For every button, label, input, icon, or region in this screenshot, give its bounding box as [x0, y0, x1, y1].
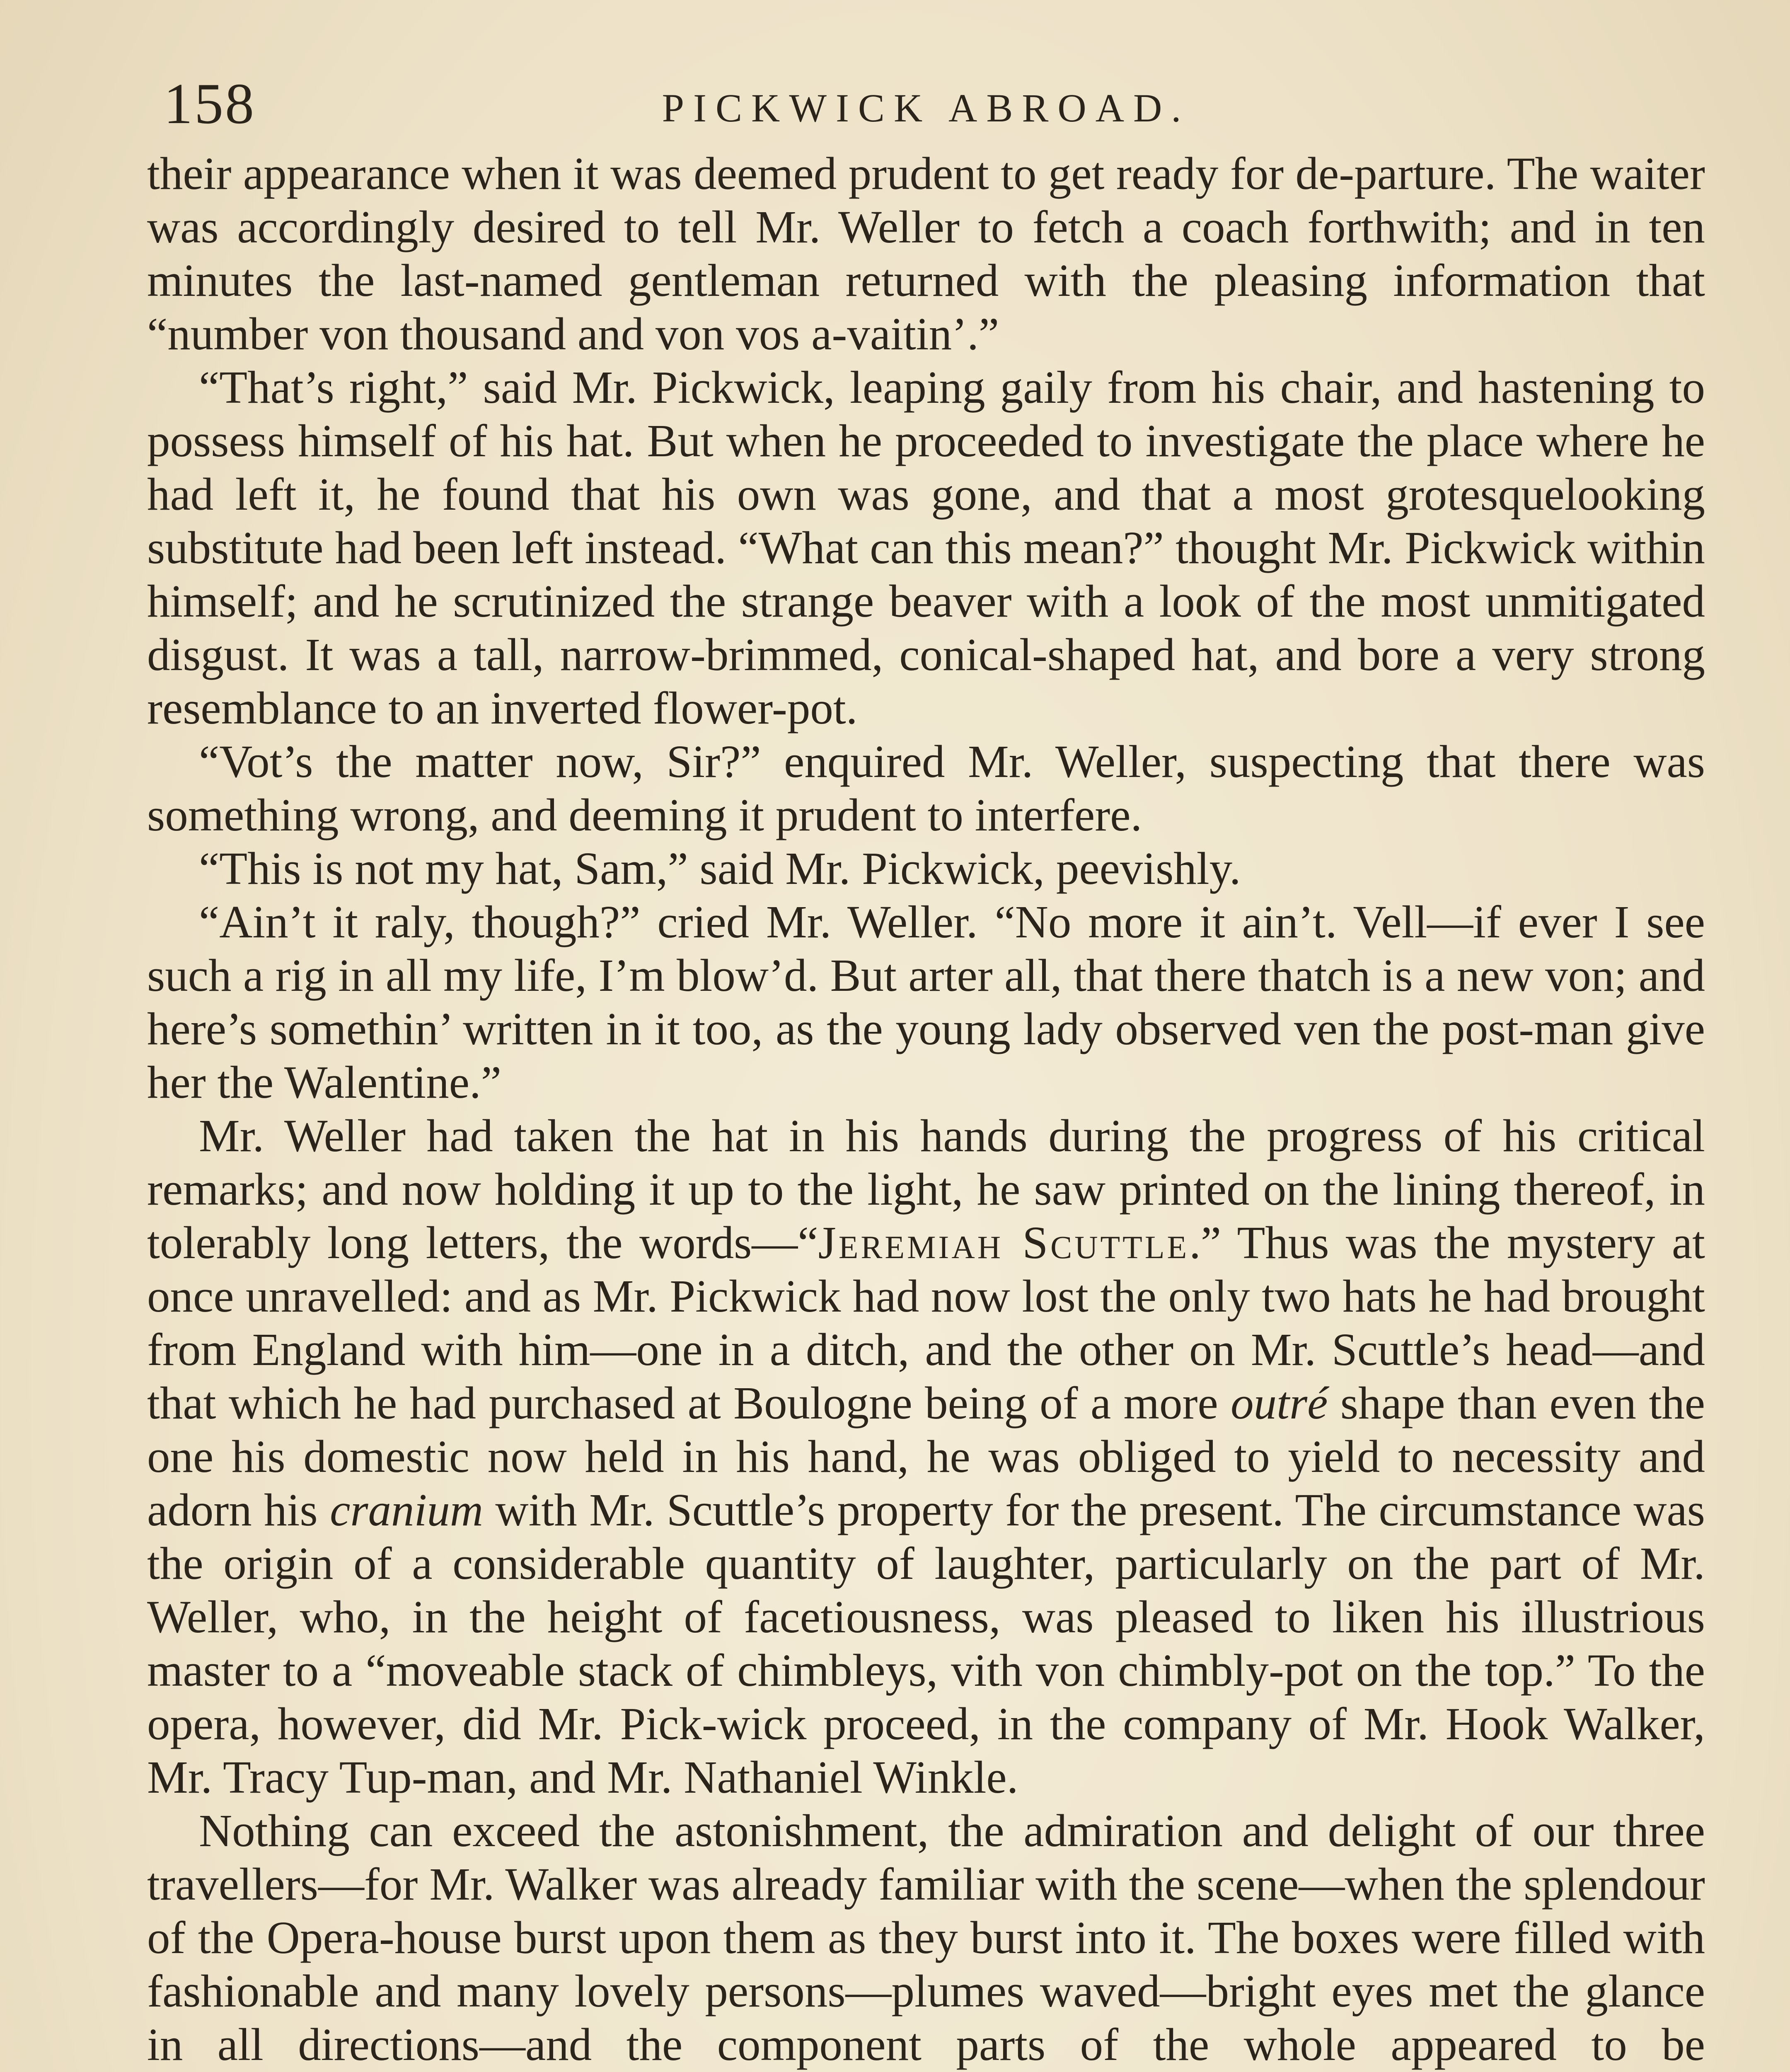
italic-outre: outré [1231, 1378, 1328, 1429]
italic-cranium: cranium [330, 1485, 484, 1536]
page-number: 158 [164, 72, 256, 136]
paragraph-6-part-2: .” Thus was the mystery at once unravelled: and as Mr. Pickwick had now lost the only two hats he had brought from England with him—one in a ditch, and the other on Mr. Scuttle’s head—and that which he had purchased at Boulogne being of a more [147, 1218, 1705, 1429]
paragraph-2: “That’s right,” said Mr. Pickwick, leaping gaily from his chair, and hastening to possess himself of his hat. But when he proceeded to investigate the place where he had left it, he found that his own was gone, and that a most grotesquelooking substitute had been left instead. “What can this mean?” thought Mr. Pickwick within himself; and he scrutinized the strange beaver with a look of the most unmitigated disgust. It was a tall, narrow-brimmed, conical-shaped hat, and bore a very strong resemblance to an inverted flower-pot. [147, 362, 1705, 734]
hat-name: Jeremiah Scuttle [818, 1218, 1190, 1268]
paragraph-5: “Ain’t it raly, though?” cried Mr. Weller. “No more it ain’t. Vell—if ever I see such a rig in all my life, I’m blow’d. But arter all, that there thatch is a new von; and here’s somethin’ written in it too, as the young lady observed ven the post-man give her the Walentine.” [147, 897, 1705, 1108]
paragraph-6-part-4: with Mr. Scuttle’s property for the present. The circumstance was the origin of a considerable quantity of laughter, particularly on the part of Mr. Weller, who, in the height of facetiousness, was pleased to liken his illustrious master to a “moveable stack of chimbleys, vith von chimbly-pot on the top.” To the opera, however, did Mr. Pick-wick proceed, in the company of Mr. Hook Walker, Mr. Tracy Tup-man, and Mr. Nathaniel Winkle. [147, 1485, 1705, 1803]
body-text [147, 147, 1705, 2072]
paragraph-3: “Vot’s the matter now, Sir?” enquired Mr. Weller, suspecting that there was something wrong, and deeming it prudent to interfere. [147, 736, 1705, 841]
page-header [147, 62, 1705, 145]
paragraph-4: “This is not my hat, Sam,” said Mr. Pickwick, peevishly. [199, 843, 1241, 894]
paragraph-6-part-3: shape than even the one his domestic now held in his hand, he was obliged to yield to necessity and adorn his [147, 1378, 1705, 1536]
paragraph-1: their appearance when it was deemed prudent to get ready for de-parture. The waiter was accordingly desired to tell Mr. Weller to fetch a coach forthwith; and in ten minutes the last-named gentleman returned with the pleasing information that “number von thousand and von vos a-vaitin’.” [147, 148, 1705, 360]
running-head: PICKWICK ABROAD. [662, 86, 1190, 130]
paragraph-7: Nothing can exceed the astonishment, the admiration and delight of our three travellers—for Mr. Walker was already familiar with the scene—when the splendour of the Opera-house burst upon them as they burst into it. The boxes were filled with fashionable and many lovely persons—plumes waved—bright eyes met the glance in all directions—and the component parts of the whole appeared to be [147, 1806, 1705, 2070]
paragraph-6 [147, 1109, 1705, 1804]
paragraph-6-part-1: Mr. Weller had taken the hat in his hands during the progress of his critical remarks; and now holding it up to the light, he saw printed on the lining thereof, in tolerably long letters, the words—“ [147, 1111, 1705, 1268]
